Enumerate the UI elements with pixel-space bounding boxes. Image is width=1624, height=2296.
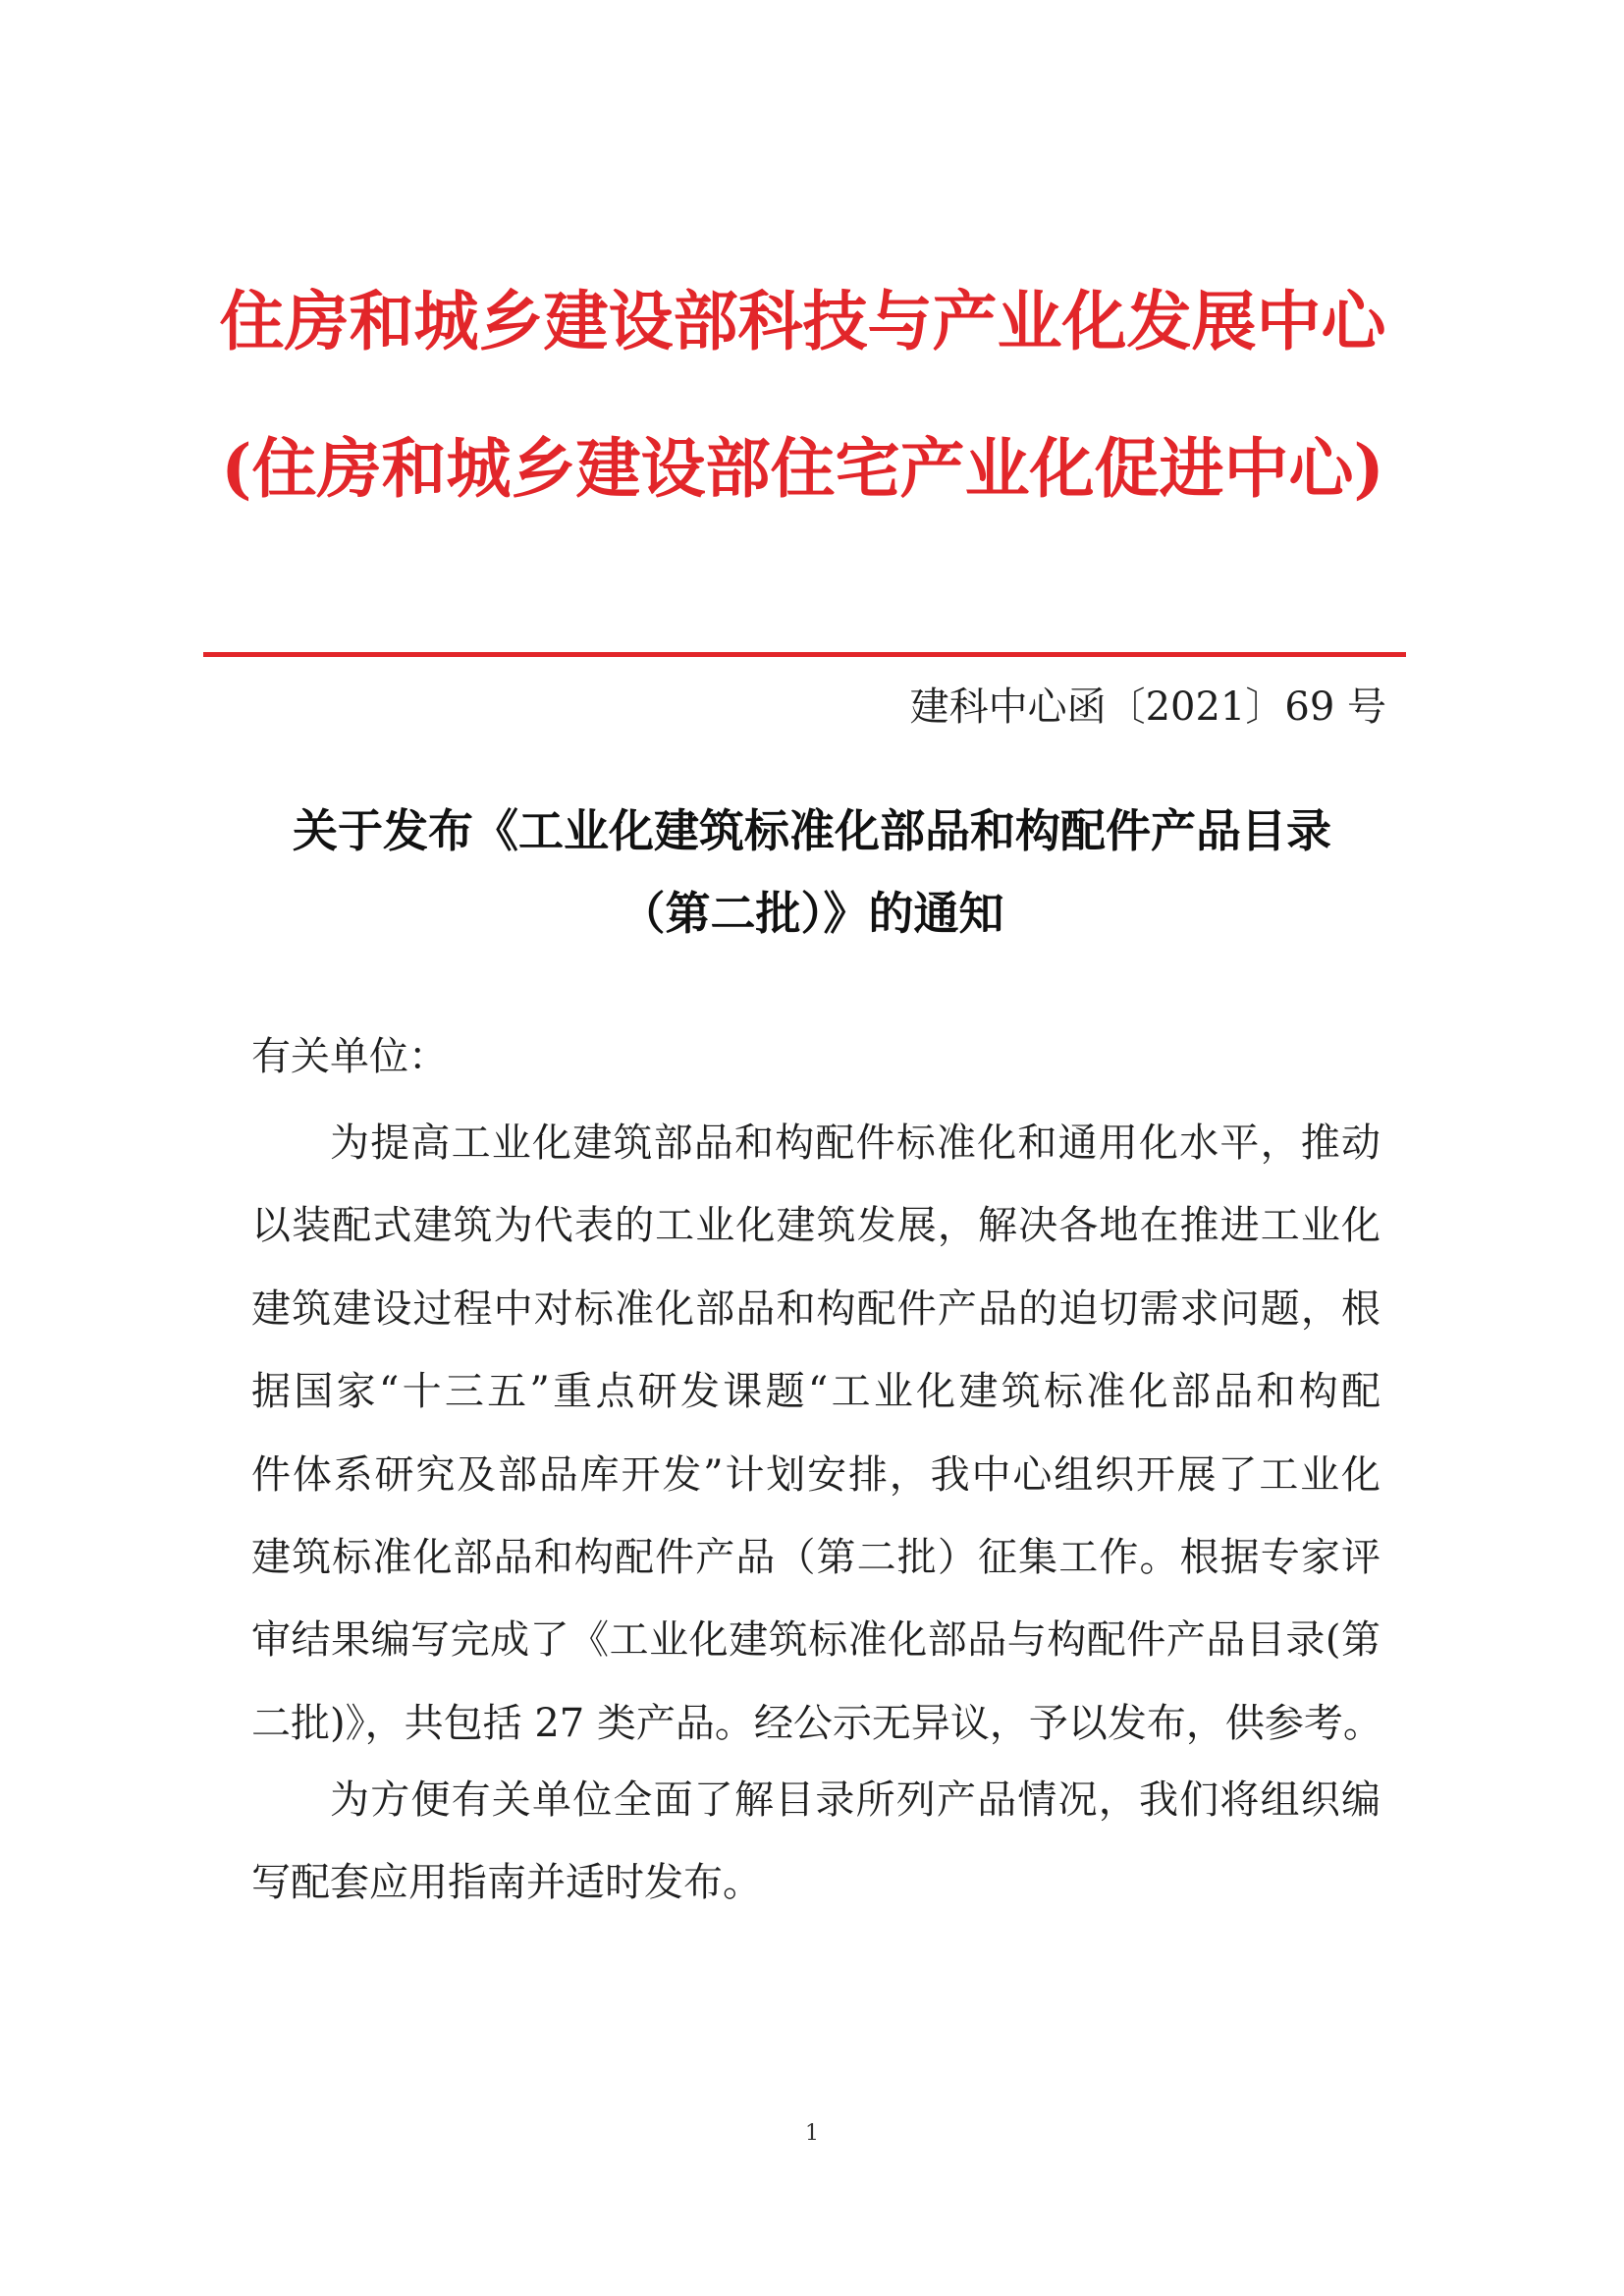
issuing-organization-name: 住房和城乡建设部科技与产业化发展中心 [219, 283, 1386, 359]
page-number: 1 [805, 2121, 819, 2146]
body-paragraph-1 [251, 1102, 1380, 1765]
paragraph-line: 据国家“十三五”重点研发课题“工业化建筑标准化部品和构配 [251, 1369, 1380, 1415]
paragraph-line: 审结果编写完成了《工业化建筑标准化部品与构配件产品目录(第 [251, 1617, 1380, 1664]
notice-title-line-2: （第二批）》的通知 [620, 887, 1004, 940]
red-header-divider [203, 652, 1406, 657]
paragraph-line: 为方便有关单位全面了解目录所列产品情况，我们将组织编 [330, 1777, 1380, 1823]
salutation: 有关单位： [251, 1034, 448, 1079]
paragraph-line: 件体系研究及部品库开发”计划安排，我中心组织开展了工业化 [251, 1451, 1380, 1498]
issuing-organization-alt-name: (住房和城乡建设部住宅产业化促进中心) [221, 430, 1384, 507]
notice-title-line-1: 关于发布《工业化建筑标准化部品和构配件产品目录 [293, 804, 1331, 857]
paragraph-line: 二批)》，共包括 27 类产品。经公示无异议，予以发布，供参考。 [251, 1700, 1382, 1746]
paragraph-line: 建筑建设过程中对标准化部品和构配件产品的迫切需求问题，根 [251, 1285, 1380, 1332]
paragraph-line: 以装配式建筑为代表的工业化建筑发展，解决各地在推进工业化 [251, 1203, 1380, 1249]
paragraph-line: 为提高工业化建筑部品和构配件标准化和通用化水平，推动 [330, 1121, 1380, 1166]
document-number: 建科中心函〔2021〕69 号 [909, 684, 1386, 730]
body-paragraph-2 [251, 1759, 1380, 1925]
paragraph-line: 建筑标准化部品和构配件产品（第二批）征集工作。根据专家评 [251, 1534, 1380, 1580]
paragraph-line: 写配套应用指南并适时发布。 [251, 1860, 762, 1906]
